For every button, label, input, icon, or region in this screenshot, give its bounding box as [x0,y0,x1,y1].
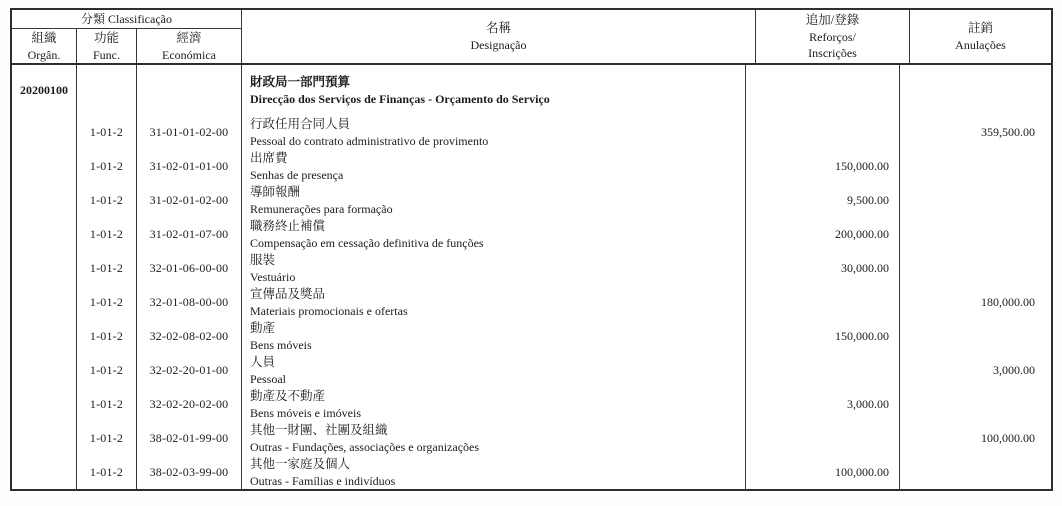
func-code: 1-01-2 [77,387,137,421]
org-title-zh: 財政局一部門預算 [250,74,351,89]
designation-cell [242,217,746,251]
anulacoes-amount [900,251,1051,285]
anulacoes-amount [900,183,1051,217]
econ-code: 32-02-20-01-00 [137,353,242,387]
anulacoes-amount [900,319,1051,353]
reforcos-amount [746,115,900,149]
designation-zh: 動產及不動產 [250,388,326,403]
org-title-cell [242,65,746,115]
header-reforcos-zh: 追加/登錄 [805,13,860,27]
func-code: 1-01-2 [77,183,137,217]
table-row [12,251,1051,285]
header-orgao [12,29,77,63]
header-reforcos-pt2: Inscrições [808,46,857,60]
designation-pt: Bens móveis [250,337,312,352]
func-code: 1-01-2 [77,455,137,489]
designation-cell [242,319,746,353]
reforcos-amount [746,353,900,387]
anulacoes-amount [900,149,1051,183]
header-func-zh: 功能 [93,30,119,45]
designation-pt: Pessoal do contrato administrativo de provimento [250,133,489,148]
designation-cell [242,421,746,455]
reforcos-amount: 100,000.00 [746,455,900,489]
header-classification: 分類 Classificação [12,10,241,29]
econ-code: 32-01-06-00-00 [137,251,242,285]
header-reforcos [756,10,910,63]
org-reforcos-empty [746,65,900,115]
func-code: 1-01-2 [77,421,137,455]
header-designacao-pt: Designação [470,38,527,52]
anulacoes-amount [900,217,1051,251]
reforcos-amount: 150,000.00 [746,149,900,183]
designation-zh: 動產 [250,320,276,335]
org-econ-empty [137,65,242,115]
econ-code: 38-02-03-99-00 [137,455,242,489]
row-orgao-empty [12,183,77,217]
designation-cell [242,183,746,217]
designation-pt: Senhas de presença [250,167,344,182]
anulacoes-amount [900,455,1051,489]
designation-zh: 宣傳品及獎品 [250,286,326,301]
designation-zh: 出席費 [250,150,288,165]
anulacoes-amount: 180,000.00 [981,294,1035,309]
designation-pt: Compensação em cessação definitiva de funções [250,235,484,250]
designation-cell [242,285,746,319]
table-row [12,387,1051,421]
table-row [12,319,1051,353]
row-orgao-empty [12,217,77,251]
anulacoes-amount: 100,000.00 [981,430,1035,445]
header-anulacoes-zh: 註銷 [967,21,993,35]
row-orgao-empty [12,455,77,489]
table-row [12,353,1051,387]
table-row [12,115,1051,149]
header-orgao-pt: Orgân. [27,47,61,62]
header-anulacoes-pt: Anulações [955,38,1006,52]
table-row [12,183,1051,217]
budget-amendment-table [10,8,1053,491]
designation-cell [242,251,746,285]
reforcos-amount [746,421,900,455]
reforcos-amount: 30,000.00 [746,251,900,285]
econ-code: 32-02-08-02-00 [137,319,242,353]
func-code: 1-01-2 [77,149,137,183]
table-row [12,455,1051,489]
designation-zh: 導師報酬 [250,184,301,199]
func-code: 1-01-2 [77,285,137,319]
econ-code: 31-02-01-02-00 [137,183,242,217]
row-orgao-empty [12,115,77,149]
designation-cell [242,115,746,149]
table-header [12,10,1051,65]
reforcos-amount: 150,000.00 [746,319,900,353]
designation-cell [242,387,746,421]
header-classification-block [12,10,242,63]
table-body [12,65,1051,489]
anulacoes-amount: 3,000.00 [993,362,1035,377]
reforcos-amount [746,285,900,319]
row-orgao-empty [12,353,77,387]
header-anulacoes [910,10,1051,63]
row-orgao-empty [12,387,77,421]
designation-zh: 其他一財團、社團及組織 [250,422,388,437]
designation-zh: 服裝 [250,252,276,267]
econ-code: 38-02-01-99-00 [137,421,242,455]
econ-code: 31-02-01-07-00 [137,217,242,251]
designation-cell [242,149,746,183]
func-code: 1-01-2 [77,319,137,353]
designation-pt: Materiais promocionais e ofertas [250,303,408,318]
header-orgao-zh: 組織 [31,30,57,45]
designation-cell [242,455,746,489]
org-func-empty [77,65,137,115]
header-reforcos-pt1: Reforços/ [809,30,856,44]
row-orgao-empty [12,285,77,319]
reforcos-amount: 3,000.00 [746,387,900,421]
table-row [12,421,1051,455]
org-title-pt: Direcção dos Serviços de Finanças - Orçamento do Serviço [250,91,550,106]
designation-pt: Vestuário [250,269,296,284]
designation-pt: Bens móveis e imóveis [250,405,361,420]
header-designacao-zh: 名稱 [485,21,511,35]
econ-code: 31-02-01-01-00 [137,149,242,183]
anulacoes-amount: 359,500.00 [981,124,1035,139]
header-func [77,29,137,63]
row-orgao-empty [12,421,77,455]
designation-pt: Outras - Famílias e indivíduos [250,473,396,488]
header-classification-subrow [12,29,241,63]
header-economica-pt: Económica [162,47,216,62]
row-orgao-empty [12,251,77,285]
func-code: 1-01-2 [77,115,137,149]
table-row [12,217,1051,251]
row-orgao-empty [12,149,77,183]
row-orgao-empty [12,319,77,353]
designation-zh: 行政任用合同人員 [250,116,351,131]
org-anulacoes-empty [900,65,1051,115]
header-designacao [242,10,756,63]
org-title-row [12,65,1051,115]
designation-zh: 職務終止補償 [250,218,326,233]
econ-code: 31-01-01-02-00 [137,115,242,149]
designation-zh: 其他一家庭及個人 [250,456,351,471]
reforcos-amount: 200,000.00 [746,217,900,251]
econ-code: 32-02-20-02-00 [137,387,242,421]
designation-pt: Outras - Fundações, associações e organizações [250,439,480,454]
table-row [12,149,1051,183]
header-economica [137,29,241,63]
designation-pt: Pessoal [250,371,286,386]
reforcos-amount: 9,500.00 [746,183,900,217]
designation-cell [242,353,746,387]
org-code: 20200100 [12,65,77,115]
func-code: 1-01-2 [77,217,137,251]
designation-pt: Remunerações para formação [250,201,393,216]
table-row [12,285,1051,319]
designation-zh: 人員 [250,354,276,369]
header-func-pt: Func. [93,47,120,62]
econ-code: 32-01-08-00-00 [137,285,242,319]
header-economica-zh: 經濟 [176,30,202,45]
func-code: 1-01-2 [77,251,137,285]
func-code: 1-01-2 [77,353,137,387]
anulacoes-amount [900,387,1051,421]
